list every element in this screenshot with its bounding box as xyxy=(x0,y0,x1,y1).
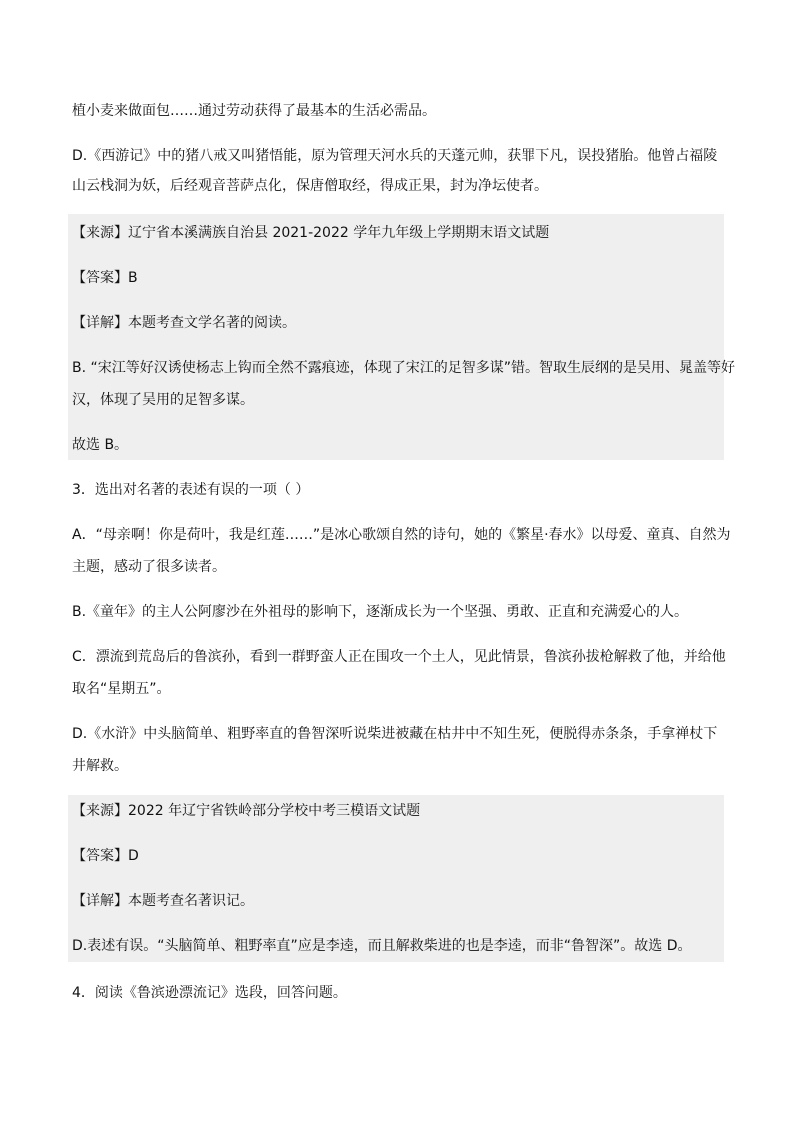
q3-option-a-line-1: A．“母亲啊！你是荷叶，我是红莲……”是冰心歌颂自然的诗句，她的《繁星·春水》以母爱、童真、自然为 xyxy=(72,527,731,543)
answer-text: D xyxy=(128,848,139,864)
question-3-stem: 3．选出对名著的表述有误的一项（ ） xyxy=(72,482,310,498)
q3-option-c-line-1: C．漂流到荒岛后的鲁滨孙，看到一群野蛮人正在围攻一个土人，见此情景，鲁滨孙拔枪解救了他，并给他 xyxy=(72,649,726,665)
q3-option-c-line-2: 取名“星期五”。 xyxy=(72,681,171,697)
source-text: 辽宁省本溪满族自治县 2021-2022 学年九年级上学期期末语文试题 xyxy=(128,225,550,241)
detail-label: 【详解】 xyxy=(72,893,128,909)
q3-option-a-line-2: 主题，感动了很多读者。 xyxy=(72,559,226,575)
answer-label: 【答案】 xyxy=(72,848,128,864)
answer-row xyxy=(72,846,139,866)
answer-row xyxy=(72,268,138,288)
question-4-stem: 4．阅读《鲁滨逊漂流记》选段，回答问题。 xyxy=(72,985,347,1001)
answer-label: 【答案】 xyxy=(72,270,128,286)
detail-text: 本题考查文学名著的阅读。 xyxy=(128,315,296,331)
answer-text: B xyxy=(128,270,138,286)
detail-row xyxy=(72,891,254,911)
detail-line-1: D.表述有误。“头脑简单、粗野率直”应是李逵，而且解救柴进的也是李逵，而非“鲁智深”。故选 D。 xyxy=(72,938,692,954)
source-text: 2022 年辽宁省铁岭部分学校中考三模语文试题 xyxy=(128,803,421,819)
q3-option-d-line-2: 井解救。 xyxy=(72,758,128,774)
detail-line-2: 汉，体现了吴用的足智多谋。 xyxy=(72,392,254,408)
detail-label: 【详解】 xyxy=(72,315,128,331)
source-label: 【来源】 xyxy=(72,803,128,819)
answer-box-q3 xyxy=(68,795,724,962)
option-c-continuation: 植小麦来做面包……通过劳动获得了最基本的生活必需品。 xyxy=(72,103,436,119)
option-d-line-1: D.《西游记》中的猪八戒又叫猪悟能，原为管理天河水兵的天蓬元帅，获罪下凡，误投猪胎。他曾占福陵 xyxy=(72,148,718,164)
detail-line-3: 故选 B。 xyxy=(72,437,129,453)
source-row xyxy=(72,223,549,243)
source-label: 【来源】 xyxy=(72,225,128,241)
detail-row xyxy=(72,313,296,333)
detail-text: 本题考查名著识记。 xyxy=(128,893,254,909)
answer-box-q2 xyxy=(68,214,736,460)
source-row xyxy=(72,801,420,821)
q3-option-b: B.《童年》的主人公阿廖沙在外祖母的影响下，逐渐成长为一个坚强、勇敢、正直和充满爱心的人。 xyxy=(72,604,689,620)
q3-option-d-line-1: D.《水浒》中头脑简单、粗野率直的鲁智深听说柴进被藏在枯井中不知生死，便脱得赤条条，手拿禅杖下 xyxy=(72,726,718,742)
detail-line-1: B. “宋江等好汉诱使杨志上钩而全然不露痕迹，体现了宋江的足智多谋”错。智取生辰纲的是吴用、晁盖等好 xyxy=(72,360,736,376)
option-d-line-2: 山云栈洞为妖，后经观音菩萨点化，保唐僧取经，得成正果，封为净坛使者。 xyxy=(72,178,548,194)
